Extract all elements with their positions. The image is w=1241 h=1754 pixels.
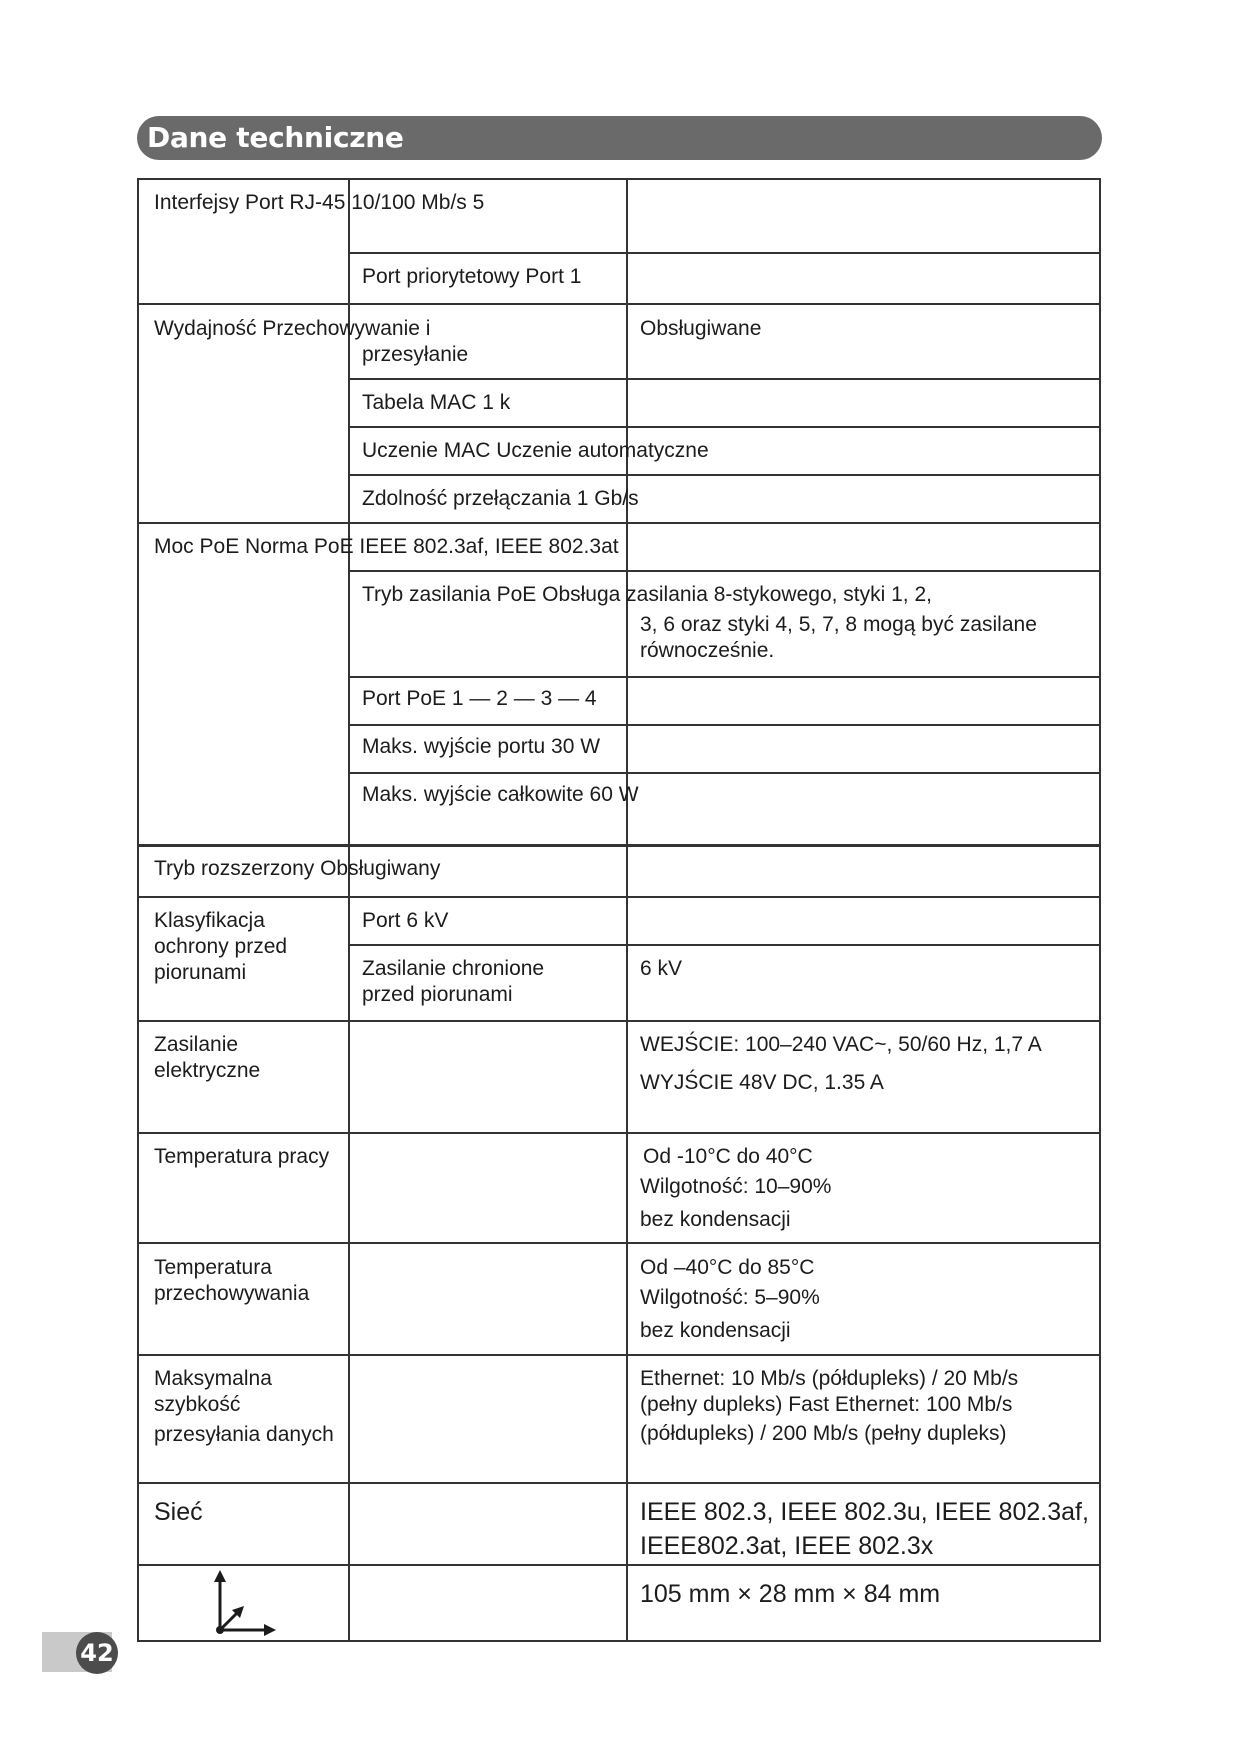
store-forward-value: Obsługiwane xyxy=(640,317,762,340)
storage-temp-v1: Od –40°C do 85°C xyxy=(640,1256,815,1279)
power-input: WEJŚCIE: 100–240 VAC~, 50/60 Hz, 1,7 A xyxy=(640,1033,1042,1056)
data-rate-v3: (półdupleks) / 200 Mb/s (pełny dupleks) xyxy=(640,1422,1007,1445)
poe-standard: Moc PoE Norma PoE IEEE 802.3af, IEEE 802.3at xyxy=(154,535,619,558)
power-label-1: Zasilanie xyxy=(154,1033,239,1056)
storage-temp-v3: bez kondensacji xyxy=(640,1319,791,1342)
operating-temp-label: Temperatura pracy xyxy=(154,1145,330,1168)
operating-temp-v2: Wilgotność: 10–90% xyxy=(640,1175,832,1198)
operating-temp-v1: Od -10°C do 40°C xyxy=(643,1145,813,1168)
row-line xyxy=(139,1564,1101,1566)
poe-max-port: Maks. wyjście portu 30 W xyxy=(362,735,601,758)
surge-supply-value: 6 kV xyxy=(640,957,683,980)
row-line xyxy=(139,1354,1101,1356)
surge-label-1: Klasyfikacja xyxy=(154,909,265,932)
poe-max-total: Maks. wyjście całkowite 60 W xyxy=(362,783,639,806)
network-v2: IEEE802.3at, IEEE 802.3x xyxy=(640,1532,934,1560)
power-label-2: elektryczne xyxy=(154,1059,261,1082)
col-divider-1 xyxy=(348,180,350,1642)
extended-mode: Tryb rozszerzony Obsługiwany xyxy=(154,857,441,880)
row-line xyxy=(348,724,1101,726)
mac-table: Tabela MAC 1 k xyxy=(362,391,511,414)
row-line xyxy=(348,378,1101,380)
section-header xyxy=(137,116,1102,160)
switching-capacity: Zdolność przełączania 1 Gb/s xyxy=(362,487,639,510)
operating-temp-v3: bez kondensacji xyxy=(640,1208,791,1231)
dimensions-value: 105 mm × 28 mm × 84 mm xyxy=(640,1580,941,1608)
dimensions-axes-icon xyxy=(200,1568,280,1638)
store-forward-cont: przesyłanie xyxy=(362,343,469,366)
row-line xyxy=(139,303,1101,305)
mac-learning: Uczenie MAC Uczenie automatyczne xyxy=(362,439,709,462)
row-line xyxy=(139,522,1101,524)
surge-label-2: ochrony przed xyxy=(154,935,288,958)
row-line xyxy=(139,896,1101,898)
row-line xyxy=(139,1020,1101,1022)
row-line xyxy=(348,570,1101,572)
network-label: Sieć xyxy=(154,1498,203,1526)
power-output: WYJŚCIE 48V DC, 1.35 A xyxy=(640,1071,884,1094)
page-number: 42 xyxy=(76,1632,118,1674)
storage-temp-v2: Wilgotność: 5–90% xyxy=(640,1286,820,1309)
priority-port: Port priorytetowy Port 1 xyxy=(362,265,582,288)
surge-supply-2: przed piorunami xyxy=(362,983,513,1006)
data-rate-label-3: przesyłania danych xyxy=(154,1423,334,1446)
row-line xyxy=(139,1132,1101,1134)
row-line xyxy=(348,772,1101,774)
data-rate-label-2: szybkość xyxy=(154,1393,241,1416)
storage-temp-label-2: przechowywania xyxy=(154,1282,310,1305)
poe-port: Port PoE 1 — 2 — 3 — 4 xyxy=(362,687,597,710)
surge-supply-1: Zasilanie chronione xyxy=(362,957,545,980)
interfaces-label: Interfejsy Port RJ-45 10/100 Mb/s 5 xyxy=(154,191,485,214)
row-line xyxy=(139,1242,1101,1244)
row-line xyxy=(348,944,1101,946)
storage-temp-label-1: Temperatura xyxy=(154,1256,272,1279)
data-rate-label-1: Maksymalna xyxy=(154,1367,272,1390)
poe-mode-line3: równocześnie. xyxy=(640,639,775,662)
row-line xyxy=(348,252,1101,254)
data-rate-v1: Ethernet: 10 Mb/s (półdupleks) / 20 Mb/s xyxy=(640,1367,1019,1390)
row-line xyxy=(348,676,1101,678)
performance-label: Wydajność Przechowywanie i xyxy=(154,317,431,340)
network-v1: IEEE 802.3, IEEE 802.3u, IEEE 802.3af, xyxy=(640,1498,1089,1526)
row-line xyxy=(348,426,1101,428)
row-line-thick xyxy=(139,844,1101,847)
poe-mode-line1: Tryb zasilania PoE Obsługa zasilania 8-stykowego, styki 1, 2, xyxy=(362,583,932,606)
surge-label-3: piorunami xyxy=(154,961,247,984)
col-divider-2 xyxy=(626,180,628,1642)
poe-mode-line2: 3, 6 oraz styki 4, 5, 7, 8 mogą być zasilane xyxy=(640,613,1037,636)
surge-port: Port 6 kV xyxy=(362,909,449,932)
row-line xyxy=(348,474,1101,476)
row-line xyxy=(139,1482,1101,1484)
section-title: Dane techniczne xyxy=(147,121,404,154)
data-rate-v2: (pełny dupleks) Fast Ethernet: 100 Mb/s xyxy=(640,1393,1013,1416)
